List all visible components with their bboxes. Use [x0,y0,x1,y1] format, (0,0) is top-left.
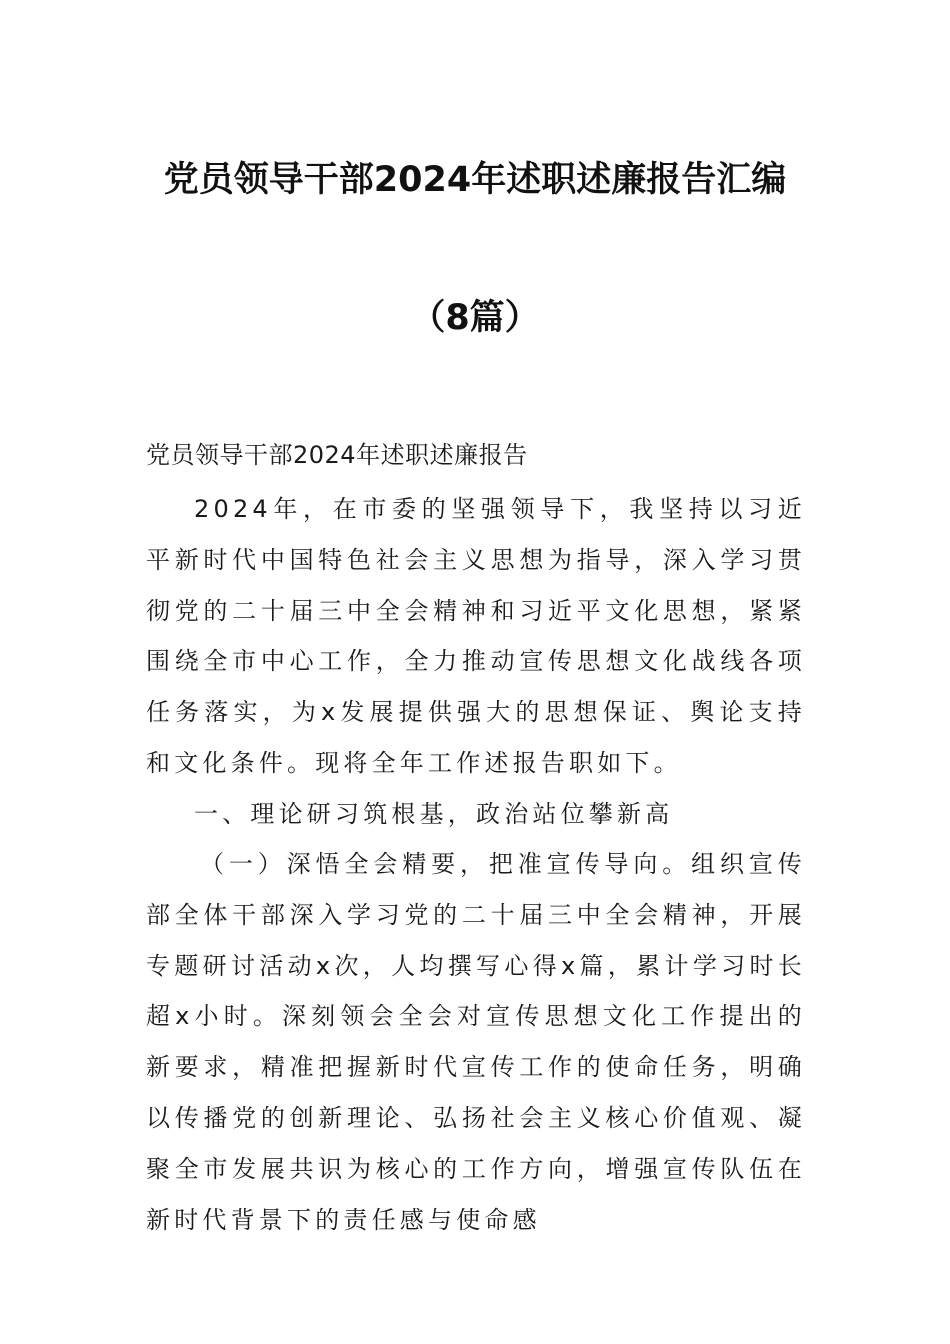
document-title: 党员领导干部2024年述职述廉报告汇编 [163,160,787,200]
body-paragraph: 2024年，在市委的坚强领导下，我坚持以习近平新时代中国特色社会主义思想为指导，深入学习贯彻党的二十届三中全会精神和习近平文化思想，紧紧围绕全市中心工作，全力推动宣传思想文化战线各项任务落实，为x发展提供强大的思想保证、舆论支持和文化条件。现将全年工作述报告职如下。 [146,495,806,777]
body-paragraph: （一）深悟全会精要，把准宣传导向。组织宣传部全体干部深入学习党的二十届三中全会精神，开展专题研讨活动x次，人均撰写心得x篇，累计学习时长超x小时。深刻领会全会对宣传思想文化工作提出的新要求，精准把握新时代宣传工作的使命任务，明确以传播党的创新理论、弘扬社会主义核心价值观、凝聚全市发展共识为核心的工作方向，增强宣传队伍在新时代背景下的责任感与使命感 [146,850,806,1234]
section-heading: 一、理论研习筑根基，政治站位攀新高 [194,800,674,828]
document-subtitle: （8篇） [410,298,540,338]
section-title: 党员领导干部2024年述职述廉报告 [146,441,528,469]
